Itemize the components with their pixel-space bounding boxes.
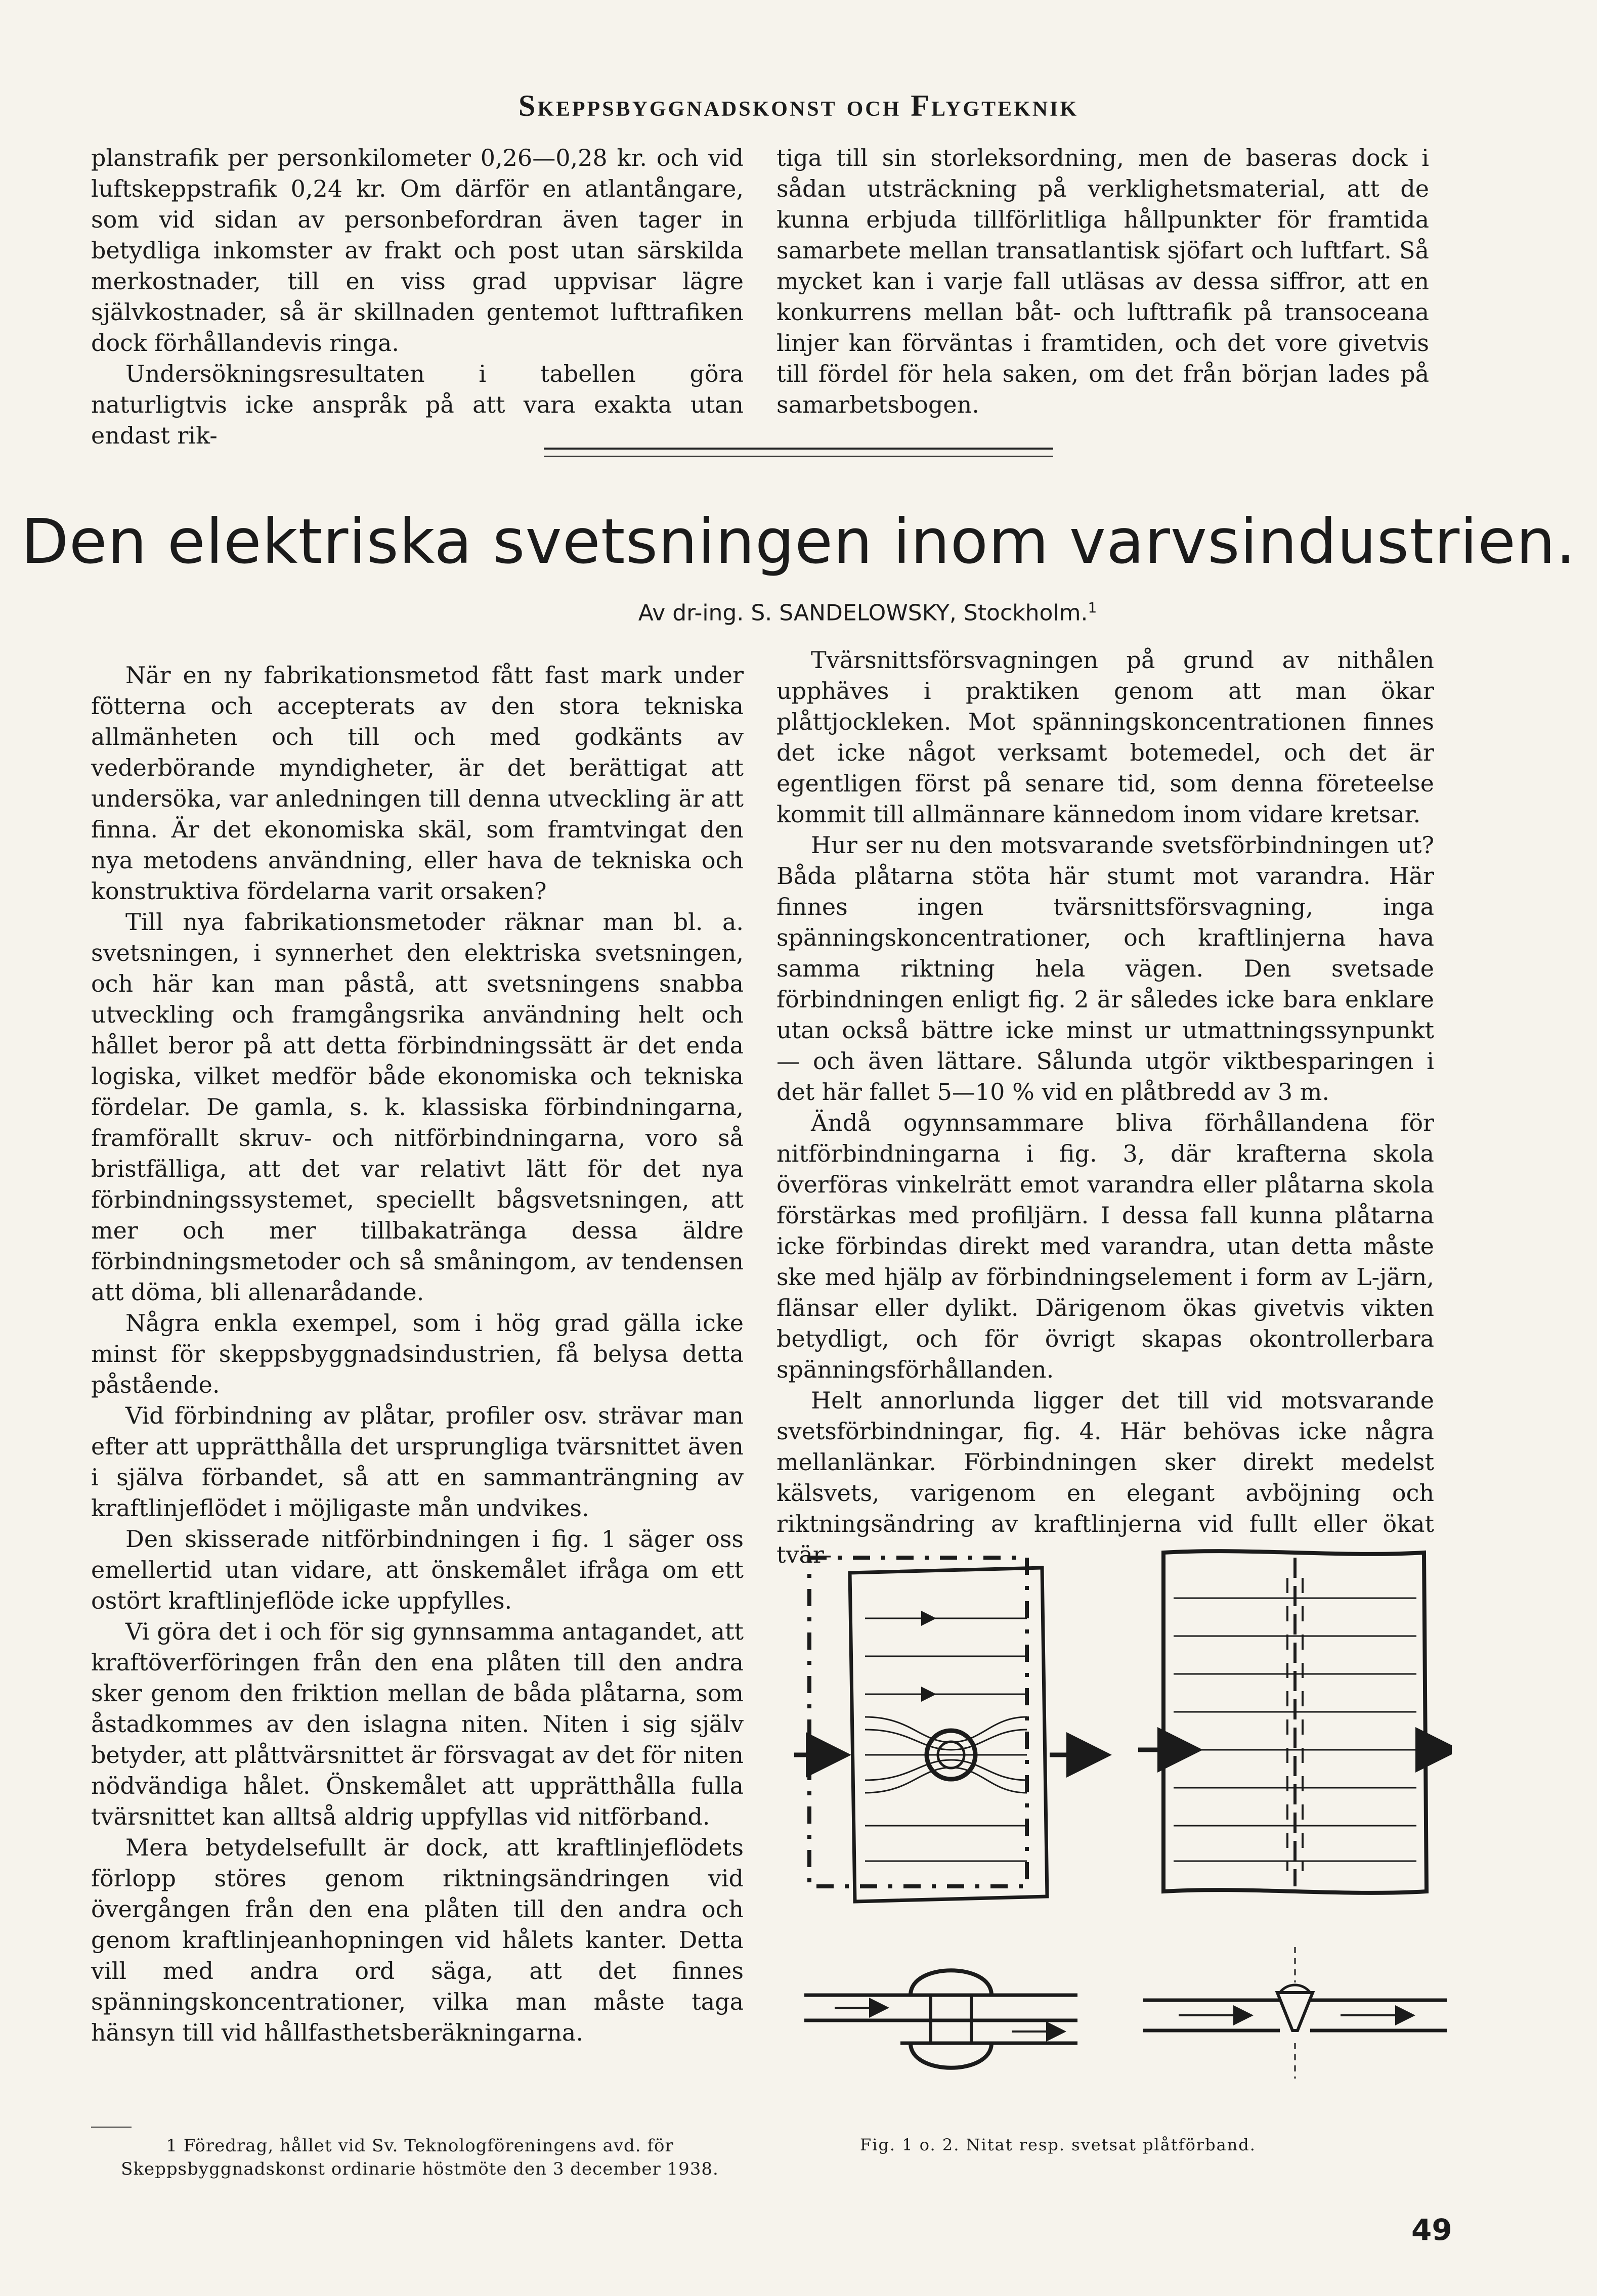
paragraph: Undersökningsresultaten i tabellen göra naturligtvis icke anspråk på att vara exakta utan endast rik- [91, 360, 744, 449]
previous-article-left-column [91, 143, 744, 451]
footnote-rule [91, 2127, 132, 2128]
figure-2-welded-plan [1138, 1551, 1452, 1893]
paragraph: Den skisserade nitförbindningen i fig. 1 säger oss emellertid utan vidare, att önskemålet ifråga om ett ostört kraftlinjeflöde icke uppfylles. [91, 1525, 744, 1614]
byline-text: Av dr-ing. S. SANDELOWSKY, Stockholm. [638, 600, 1088, 626]
article-title: Den elektriska svetsningen inom varvsindustrien. [21, 506, 1576, 578]
footnote-marker: 1 [1088, 599, 1097, 616]
figure-1-riveted-plan [794, 1558, 1103, 1902]
figure-riveted-vs-welded-joint [794, 1542, 1452, 2134]
article-right-column [776, 645, 1434, 1570]
paragraph: Mera betydelsefullt är dock, att kraftlinjeflödets förlopp störes genom riktningsändringen vid övergången från den ena plåten till den andra och genom kraftlinjeanhopningen vid hålets kanter. Detta vill med andra ord säga, att det finnes spänningskoncentrationer, vilka man måste taga hänsyn till vid hållfasthetsberäkningarna. [91, 1834, 744, 2046]
footnote: 1 Föredrag, hållet vid Sv. Teknologföreningens avd. för Skeppsbyggnadskonst ordinarie höstmöte den 3 december 1938. [121, 2136, 719, 2179]
byline [513, 599, 1222, 626]
paragraph: tiga till sin storleksordning, men de baseras dock i sådan utsträckning på verklighetsmaterial, att de kunna erbjuda tillförlitliga hållpunkter för framtida samarbete mellan transatlantisk sjöfart och luftfart. Så mycket kan i varje fall utläsas av dessa siffror, att en konkurrens mellan båt- och lufttrafik på transoceana linjer kan förväntas i framtiden, och det vore givetvis till fördel för hela saken, om det från början lades på samarbetsbogen. [776, 144, 1429, 418]
paragraph: Vid förbindning av plåtar, profiler osv. strävar man efter att upprätthålla det ursprungliga tvärsnittet även i själva förbandet, så att en sammanträngning av kraftlinjeflödet i möjligaste mån undvikes. [91, 1402, 744, 1522]
paragraph: Ändå ogynnsammare bliva förhållandena för nitförbindningarna i fig. 3, där krafterna skola överföras vinkelrätt emot varandra eller plåtarna skola förstärkas med profiljärn. I dessa fall kunna plåtarna icke förbindas direkt med varandra, utan detta måste ske med hjälp av förbindningselement i form av L-järn, flänsar eller dylikt. Därigenom ökas givetvis vikten betydligt, och för övrigt skapas okontrollerbara spänningsförhållanden. [776, 1109, 1434, 1383]
figure-caption: Fig. 1 o. 2. Nitat resp. svetsat plåtförband. [860, 2135, 1256, 2154]
page-number: 49 [1411, 2213, 1452, 2247]
paragraph: Några enkla exempel, som i hög grad gälla icke minst för skeppsbyggnadsindustrien, få belysa detta påstående. [91, 1309, 744, 1398]
figure-drawing [794, 1542, 1452, 2134]
section-divider [544, 448, 1053, 457]
running-head: Skeppsbyggnadskonst och Flygteknik [518, 89, 1079, 122]
figure-2-welded-section [1143, 1947, 1447, 2079]
paragraph: planstrafik per personkilometer 0,26—0,28 kr. och vid luftskeppstrafik 0,24 kr. Om därför en atlantångare, som vid sidan av personbefordran även tager in betydliga inkomster av frakt och post utan särskilda merkostnader, till en viss grad uppvisar lägre självkostnader, så är skillnaden gentemot lufttrafiken dock förhållandevis ringa. [91, 144, 744, 357]
paragraph: Tvärsnittsförsvagningen på grund av nithålen upphäves i praktiken genom att man ökar plåttjockleken. Mot spänningskoncentrationen finnes det icke något verksamt botemedel, och det är egentligen först på senare tid, som denna företeelse kommit till allmännare kännedom inom vidare kretsar. [776, 646, 1434, 828]
paragraph: När en ny fabrikationsmetod fått fast mark under fötterna och accepterats av den stora tekniska allmänheten och till och med godkänts av vederbörande myndigheter, är det berättigat att undersöka, var anledningen till denna utveckling är att finna. Är det ekonomiska skäl, som framtvingat den nya metodens användning, eller hava de tekniska och konstruktiva fördelarna varit orsaken? [91, 661, 744, 905]
paragraph: Till nya fabrikationsmetoder räknar man bl. a. svetsningen, i synnerhet den elektriska svetsningen, och här kan man påstå, att svetsningens snabba utveckling och framgångsrika användning helt och hållet beror på att detta förbindningssätt är det enda logiska, vilket medför både ekonomiska och tekniska fördelar. De gamla, s. k. klassiska förbindningarna, framförallt skruv- och nitförbindningarna, voro så bristfälliga, att det var relativt lätt för det nya förbindningssystemet, speciellt bågsvetsningen, att mer och mer tillbakatränga dessa äldre förbindningsmetoder och så småningom, av tendensen att döma, bli allenarådande. [91, 908, 744, 1306]
paragraph: Hur ser nu den motsvarande svetsförbindningen ut? Båda plåtarna stöta här stumt mot varandra. Här finnes ingen tvärsnittsförsvagning, inga spänningskoncentrationer, och kraftlinjerna hava samma riktning hela vägen. Den svetsade förbindningen enligt fig. 2 är således icke bara enklare utan också bättre icke minst ur utmattningssynpunkt — och även lättare. Sålunda utgör viktbesparingen i det här fallet 5—10 % vid en plåtbredd av 3 m. [776, 831, 1434, 1106]
figure-1-riveted-section [804, 1970, 1077, 2068]
article-left-column [91, 660, 744, 2048]
paragraph: Vi göra det i och för sig gynnsamma antagandet, att kraftöverföringen från den ena plåten till den andra sker genom den friktion mellan de båda plåtarna, som åstadkommes av den islagna niten. Niten i sig själv betyder, att plåttvärsnittet är försvagat av det för niten nödvändiga hålet. Önskemålet att upprätthålla fulla tvärsnittet kan alltså aldrig uppfyllas vid nitförband. [91, 1618, 744, 1830]
previous-article-right-column [776, 143, 1429, 420]
paragraph: Helt annorlunda ligger det till vid motsvarande svetsförbindningar, fig. 4. Här behövas icke några mellanlänkar. Förbindningen sker direkt medelst kälsvets, varigenom en elegant avböjning och riktningsändring av kraftlinjerna vid fullt eller ökat tvär- [776, 1387, 1434, 1568]
